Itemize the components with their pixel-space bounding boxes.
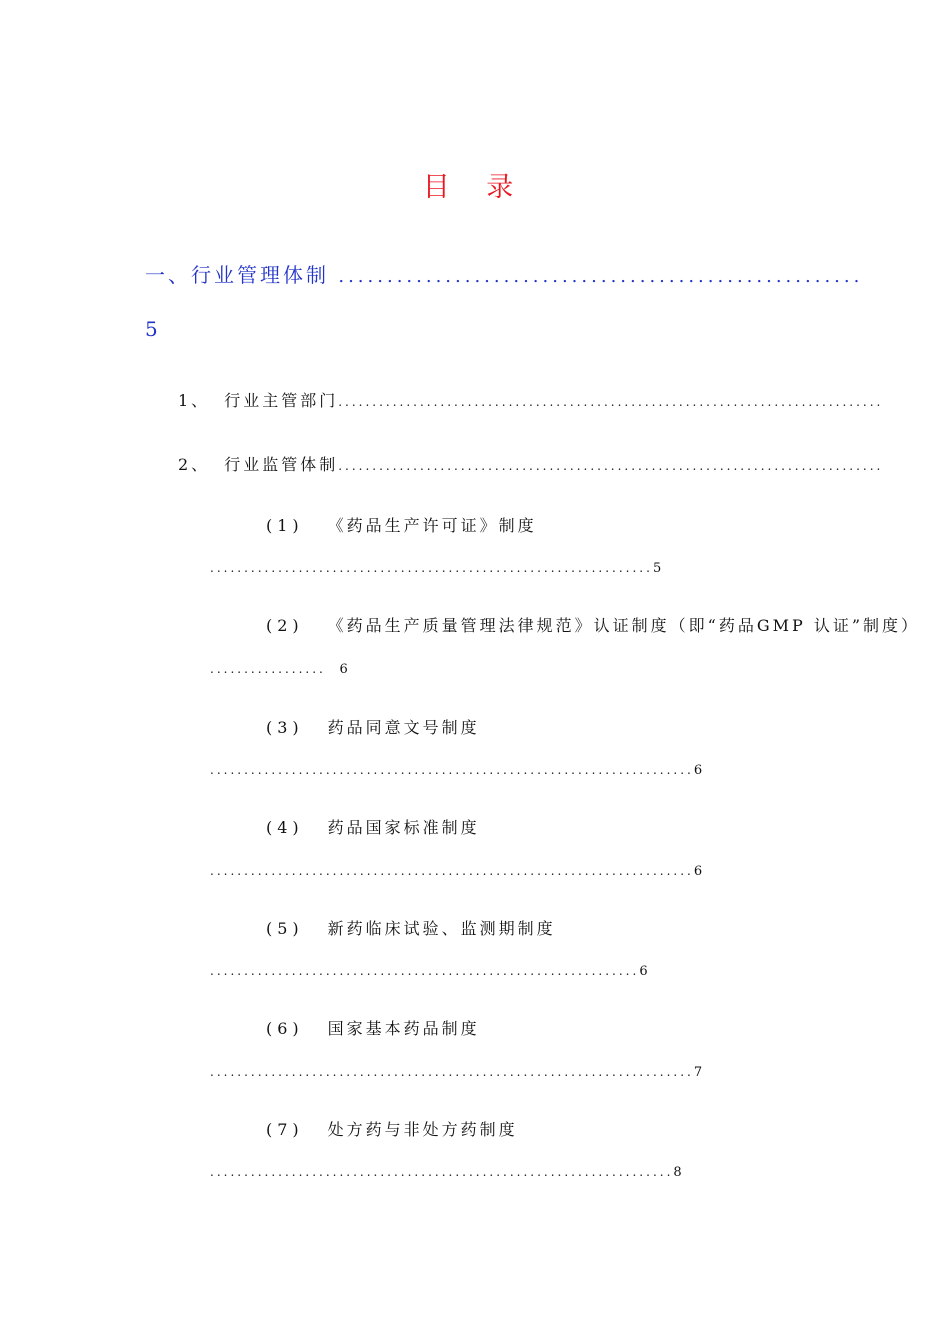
toc-entry-label: 行业监管体制	[224, 455, 339, 474]
toc-entry-label: 药品同意文号制度	[327, 718, 480, 737]
toc-title: 目 录	[422, 172, 528, 203]
toc-entry-label: 新药临床试验、监测期制度	[327, 919, 556, 938]
toc-entry-number: (2)	[266, 616, 304, 635]
toc-entry-h3-5[interactable]	[266, 918, 556, 940]
toc-entry-label: 行业主管部门	[224, 391, 339, 410]
toc-page-number: 8	[673, 1165, 682, 1180]
toc-entry-number: (3)	[266, 718, 304, 737]
toc-page-number: 6	[339, 662, 348, 677]
toc-page-number: 6	[693, 763, 703, 778]
toc-page-number: 7	[693, 1065, 703, 1080]
toc-entry-label: 《药品生产许可证》制度	[327, 516, 537, 535]
toc-leader-line	[210, 863, 702, 880]
toc-entry-h3-3[interactable]	[266, 717, 480, 739]
toc-entry-number: 2、	[178, 455, 211, 474]
toc-leader-line	[210, 560, 661, 577]
toc-leader-line	[210, 661, 348, 678]
toc-leader-line	[210, 762, 702, 779]
toc-entry-label: 处方药与非处方药制度	[327, 1120, 518, 1139]
toc-entry-label: 药品国家标准制度	[327, 818, 480, 837]
toc-entry-h3-7[interactable]	[266, 1119, 518, 1141]
toc-entry-h3-4[interactable]	[266, 817, 480, 839]
toc-dot-leader: .......................................................................	[210, 864, 694, 878]
toc-entry-number: 1、	[178, 391, 211, 410]
toc-page-number: 6	[639, 964, 648, 979]
toc-entry-h1[interactable]	[145, 262, 863, 290]
toc-dot-leader: .................	[210, 662, 326, 676]
toc-entry-h2-1[interactable]	[178, 390, 883, 412]
toc-dot-leader: ...............................................................	[210, 964, 640, 978]
toc-entry-h3-2[interactable]	[266, 615, 920, 637]
toc-entry-label: 一、行业管理体制	[145, 263, 329, 287]
toc-entry-number: (5)	[266, 919, 304, 938]
toc-page-number: 6	[693, 864, 703, 879]
toc-leader-line	[210, 963, 648, 980]
toc-entry-number: (4)	[266, 818, 304, 837]
toc-entry-h3-6[interactable]	[266, 1018, 480, 1040]
toc-dot-leader: ................................................................................	[338, 459, 884, 473]
toc-page-number: 5	[145, 317, 158, 341]
toc-entry-h3-1[interactable]	[266, 515, 537, 537]
toc-entry-label: 国家基本药品制度	[327, 1019, 480, 1038]
toc-dot-leader: .................................................................	[210, 561, 653, 575]
toc-dot-leader: ......................................................	[338, 266, 864, 287]
toc-entry-number: (7)	[266, 1120, 304, 1139]
toc-entry-label: 《药品生产质量管理法律规范》认证制度（即“药品GMP 认证”制度）	[327, 616, 921, 635]
toc-entry-number: (1)	[266, 516, 304, 535]
toc-entry-number: (6)	[266, 1019, 304, 1038]
toc-dot-leader: .......................................................................	[210, 1065, 694, 1079]
toc-dot-leader: ................................................................................	[338, 395, 884, 409]
toc-leader-line	[210, 1164, 682, 1181]
toc-leader-line	[210, 1064, 702, 1081]
toc-dot-leader: ....................................................................	[210, 1165, 674, 1179]
toc-page-number: 5	[652, 561, 662, 576]
toc-entry-h2-2[interactable]	[178, 454, 883, 476]
toc-dot-leader: .......................................................................	[210, 763, 694, 777]
